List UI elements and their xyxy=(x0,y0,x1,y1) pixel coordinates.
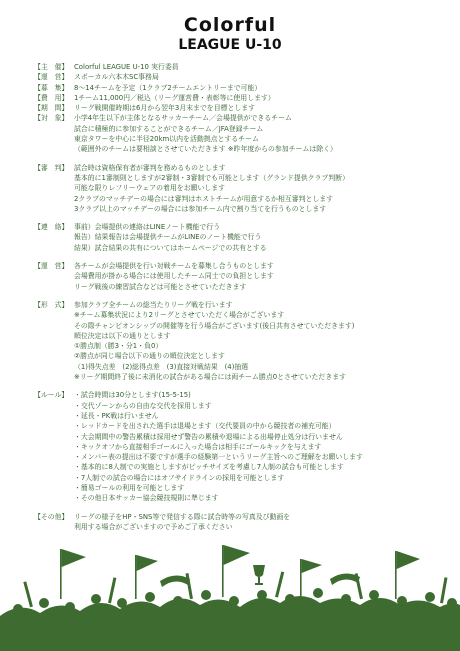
section-line: ・その他日本サッカー協会競技規則に準じます xyxy=(74,494,219,503)
section-line: Colorful LEAGUE U-10 実行委員 xyxy=(74,63,179,71)
section-line: 会場費用が掛かる場合には使用したチーム同士での負担とします xyxy=(74,272,274,281)
section-line: 小学4年生以下が主体となるサッカーチーム／会場提供ができるチーム xyxy=(74,114,292,123)
section-line: 3クラブ以上のマッチデーの場合には参加チーム内で割り当てを行うものとします xyxy=(74,204,327,213)
section-label: 【費 用】 xyxy=(34,93,69,102)
section-label: 【期 間】 xyxy=(34,104,69,113)
section-label: 【その他】 xyxy=(34,512,69,521)
section-label: 【ルール】 xyxy=(34,391,69,400)
section-row xyxy=(34,113,444,123)
section-row xyxy=(34,62,444,72)
section-row xyxy=(34,512,444,522)
section-line: 1チーム11,000円／税込（リーグ運営費・表彰等に使用します） xyxy=(74,93,275,102)
section-line: （1)得失点差 (2)総得点差 (3)直接対戦結果 (4)抽選 xyxy=(74,362,249,371)
section-label: 【審 判】 xyxy=(34,163,69,172)
section-line: ②勝点が同じ場合以下の通りの順位決定とします xyxy=(74,352,225,361)
section-line: 2クラブのマッチデーの場合には審判はホストチームが用意するか相互審判とします xyxy=(74,194,334,203)
section-line: （範囲外のチームは要相談とさせていただきます ※昨年度からの参加チームは除く） xyxy=(74,145,337,154)
section-line: ※リーグ期間終了後に未消化の試合がある場合には両チーム勝点0とさせていただきます xyxy=(74,373,346,382)
section-label: 【対 象】 xyxy=(34,114,69,123)
section-label: 【形 式】 xyxy=(34,300,69,309)
section-line: ・試合時間は30分とします(15-5-15) xyxy=(74,391,191,400)
section-row xyxy=(34,300,444,310)
section-line: ・大会期間中の警告累積は採用せず警告の累積や退場による出場停止処分は行いません xyxy=(74,432,343,441)
section-line: リーグ戦後の練習試合などは可能とさせていただきます xyxy=(74,282,247,291)
section-row xyxy=(34,72,444,82)
section-line: ・メンバー表の提出は不要ですが選手の経験第一というリーグ主旨へのご理解をお願いします xyxy=(74,453,363,462)
section-line: ・キックオフから直接相手ゴールに入った場合は相手にゴールキックを与えます xyxy=(74,442,322,451)
section-label: 【運 営】 xyxy=(34,262,69,271)
section-line: 8～14チームを予定（1クラブ2チームエントリーまで可能） xyxy=(74,83,262,92)
section-line: スポーカル六本木SC事務局 xyxy=(74,73,159,82)
section-line: ①勝点制（勝3・分1・負0） xyxy=(74,342,163,351)
section-line: ・7人制での試合の場合にはオフサイドラインの採用を可能とします xyxy=(74,473,285,482)
page-subtitle: LEAGUE U-10 xyxy=(178,37,282,53)
section-line: ・レッドカードを出された選手は退場とます（交代要員の中から競技者の補充可能） xyxy=(74,422,336,431)
section-line: ・交代ゾーンからの自由な交代を採用します xyxy=(74,401,212,410)
section-line: 可能な限りレフリーウェアの着用をお願いします xyxy=(74,184,226,193)
section-label: 【連 絡】 xyxy=(34,223,69,232)
section-line: 東京タワーを中心に半径20km以内を活動拠点とするチーム xyxy=(74,135,259,144)
section-gap xyxy=(34,155,444,163)
section-line: 基本的に1審制則としますが2審制・3審制でも可能とします（グランド提供クラブ判断） xyxy=(74,173,349,182)
section-line: リーグの様子をHP・SNS等で発信する際に試合時等の写真及び動画を xyxy=(74,512,291,521)
section-label: 【主 催】 xyxy=(34,63,69,71)
section-line: 結果）試合結果の共有についてはホームページでの共有とする xyxy=(74,243,267,252)
section-row xyxy=(34,103,444,113)
section-gap xyxy=(34,253,444,261)
section-row xyxy=(34,83,444,93)
page-title: Colorful xyxy=(183,14,277,36)
section-gap xyxy=(34,214,444,222)
section-line: その際チャンピオンシップの開催等を行う場合がございます(後日共有させていただきます) xyxy=(74,321,355,330)
section-row xyxy=(34,222,444,232)
rules-document xyxy=(34,62,444,532)
section-label: 【運 営】 xyxy=(34,73,69,82)
section-row xyxy=(34,390,444,400)
section-line: 参加クラブ全チームの総当たりリーグ戦を行います xyxy=(74,300,233,309)
section-row xyxy=(34,261,444,271)
section-row xyxy=(34,93,444,103)
section-label: 【募 集】 xyxy=(34,83,69,92)
section-line: 各チームが会場提供を行い対戦チームを募集し合うものとします xyxy=(74,262,274,271)
section-line: ・基本的に8人制での実施としますがピッチサイズを考慮し7人制の試合も可能とします xyxy=(74,463,344,472)
section-line: 試合時は資格保有者が審判を務めるものとします xyxy=(74,163,226,172)
section-line: ・延長・PK戦は行いません xyxy=(74,411,159,420)
section-gap xyxy=(34,292,444,300)
section-line: 報告）結果報告は会場提供チームがLINEのノート機能で行う xyxy=(74,233,262,242)
section-line: 順位決定は以下の通りとします xyxy=(74,331,171,340)
section-line: ・簡易ゴールの利用を可能とします xyxy=(74,483,185,492)
section-gap xyxy=(34,382,444,390)
crowd-silhouette-decoration xyxy=(0,541,460,651)
section-line: 利用する場合がございますので予めご了承ください xyxy=(74,522,233,531)
section-line: 事前）会場提供の連絡はLINEノート機能で行う xyxy=(74,223,221,232)
section-line: リーグ戦開催時期は6月から翌年3月末までを目標とします xyxy=(74,104,256,113)
section-gap xyxy=(34,504,444,512)
section-row xyxy=(34,163,444,173)
section-line: 試合に積極的に参加することができるチーム／JFA登録チーム xyxy=(74,124,264,133)
section-line: ※チーム募集状況により2リーグとさせていただく場合がございます xyxy=(74,311,285,320)
